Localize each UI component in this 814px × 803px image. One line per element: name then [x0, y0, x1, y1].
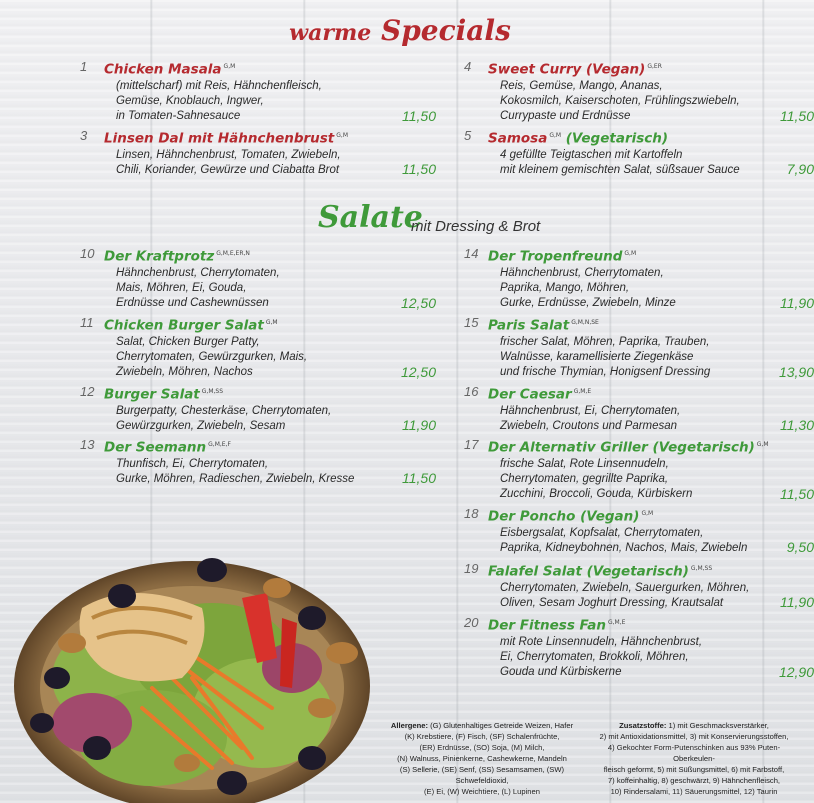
- item-desc-line: Kokosmilch, Kaiserschoten, Frühlingszwiebeln,: [500, 94, 740, 107]
- menu-item-1: [80, 58, 436, 124]
- menu-item-18: [464, 505, 814, 555]
- salate-subheading: mit Dressing & Brot: [411, 218, 541, 235]
- item-desc-line: Erdnüsse und Cashewnüssen: [116, 296, 269, 309]
- item-desc-line: Ei, Cherrytomaten, Brokkoli, Möhren,: [500, 650, 689, 663]
- item-desc-line: Gurke, Möhren, Radieschen, Zwiebeln, Kresse: [116, 472, 355, 485]
- item-number: 20: [464, 615, 479, 630]
- allergen-tag: G,M,SS: [690, 565, 713, 572]
- item-number: 17: [464, 437, 479, 452]
- item-name: Der Fitness Fan: [488, 617, 606, 634]
- allergen-legend-line: (E) Ei, (W) Weichtiere, (L) Lupinen: [424, 787, 540, 796]
- menu-item-20: [464, 614, 814, 680]
- item-name: Paris Salat: [488, 317, 570, 334]
- item-desc-line: Gouda und Kürbiskerne: [500, 665, 622, 678]
- item-price: 9,50: [786, 539, 814, 555]
- item-name: Sweet Curry (Vegan): [488, 61, 646, 78]
- allergen-tag: G,M,N,SE: [571, 319, 599, 326]
- item-price: 7,90: [786, 161, 814, 177]
- additives-legend-line: 7) koffeinhaltig, 8) geschwärzt, 9) Hähnchenfleisch,: [607, 776, 781, 785]
- item-price: 12,50: [400, 295, 436, 311]
- item-number: 1: [80, 59, 88, 74]
- allergen-legend-line: (N) Walnuss, Pinienkerne, Cashewkerne, Mandeln: [397, 754, 567, 763]
- item-desc-line: und frische Thymian, Honigsenf Dressing: [500, 365, 711, 378]
- allergen-tag: G,M: [641, 510, 654, 517]
- item-number: 12: [80, 384, 95, 399]
- allergen-tag: G,M,E: [573, 388, 592, 395]
- item-desc-line: Gurke, Erdnüsse, Zwiebeln, Minze: [500, 296, 676, 309]
- item-name: Der Caesar: [488, 386, 572, 403]
- salate-heading: Salate: [318, 200, 423, 235]
- item-desc-line: Reis, Gemüse, Mango, Ananas,: [500, 79, 663, 92]
- item-price: 12,50: [400, 364, 436, 380]
- allergen-tag: G,M,E,ER,N: [216, 250, 250, 257]
- item-number: 14: [464, 246, 479, 261]
- item-desc-line: Paprika, Mango, Möhren,: [500, 281, 630, 294]
- menu-item-4: [464, 58, 814, 124]
- allergen-legend-line: (K) Krebstiere, (F) Fisch, (SF) Schalenfrüchte,: [404, 732, 560, 741]
- item-desc-line: Hähnchenbrust, Ei, Cherrytomaten,: [500, 404, 681, 417]
- menu-item-5: [464, 127, 814, 177]
- allergen-tag: G,M: [336, 132, 348, 139]
- item-number: 18: [464, 506, 479, 521]
- additives-legend-line: 10) Rindersalami, 11) Säuerungsmittel, 12) Taurin: [610, 787, 778, 796]
- item-name: Falafel Salat (Vegetarisch): [488, 563, 689, 580]
- additives-legend: [588, 720, 800, 797]
- salad-plate-image: [12, 548, 364, 803]
- menu-item-10: [80, 245, 436, 311]
- allergen-tag: G,M: [624, 250, 637, 257]
- item-desc-line: Salat, Chicken Burger Patty,: [116, 335, 260, 348]
- menu-item-12: [80, 383, 436, 433]
- additives-legend-title: Zusatzstoffe:: [619, 721, 667, 730]
- item-desc-line: (mittelscharf) mit Reis, Hähnchenfleisch,: [116, 79, 322, 92]
- item-price: 13,90: [778, 364, 814, 380]
- allergen-tag: G,M,SS: [201, 388, 224, 395]
- item-price: 11,50: [402, 161, 436, 177]
- item-price: 11,90: [780, 594, 814, 610]
- item-desc-line: Thunfisch, Ei, Cherrytomaten,: [116, 457, 269, 470]
- menu-item-3: [80, 127, 436, 177]
- allergen-tag: G,ER: [647, 63, 662, 70]
- item-desc-line: Hähnchenbrust, Cherrytomaten,: [116, 266, 280, 279]
- item-price: 11,50: [780, 108, 814, 124]
- allergen-legend-line: (S) Sellerie, (SE) Senf, (SS) Sesamsamen, (SW) Schwefeldioxid,: [399, 765, 565, 785]
- menu-item-13: [80, 436, 436, 486]
- item-desc-line: Chili, Koriander, Gewürze und Ciabatta Brot: [116, 163, 340, 176]
- additives-legend-line: 4) Gekochter Form-Putenschinken aus 93% Puten-Oberkeulen-: [607, 743, 781, 763]
- item-number: 13: [80, 437, 95, 452]
- item-number: 5: [464, 128, 472, 143]
- item-price: 11,90: [402, 417, 436, 433]
- allergen-legend-title: Allergene:: [390, 721, 429, 730]
- specials-heading: [0, 14, 800, 47]
- menu-item-11: [80, 314, 436, 380]
- item-desc-line: Zwiebeln, Croutons und Parmesan: [500, 419, 678, 432]
- item-number: 16: [464, 384, 479, 399]
- item-desc-line: Mais, Möhren, Ei, Gouda,: [116, 281, 247, 294]
- item-number: 3: [80, 128, 88, 143]
- item-desc-line: Cherrytomaten, Zwiebeln, Sauergurken, Möhren,: [500, 581, 750, 594]
- item-name: Samosa: [488, 130, 548, 147]
- item-number: 15: [464, 315, 479, 330]
- item-price: 11,50: [402, 108, 436, 124]
- item-desc-line: Cherrytomaten, gegrillte Paprika,: [500, 472, 669, 485]
- item-name: Linsen Dal mit Hähnchenbrust: [104, 130, 335, 147]
- item-name: Chicken Burger Salat: [104, 317, 264, 334]
- additives-legend-line: 2) mit Antioxidationsmittel, 3) mit Konservierungsstoffen,: [599, 732, 789, 741]
- menu-item-14: [464, 245, 814, 311]
- item-price: 12,90: [778, 664, 814, 680]
- item-desc-line: 4 gefüllte Teigtaschen mit Kartoffeln: [500, 148, 683, 161]
- item-name: Der Seemann: [104, 439, 207, 456]
- additives-legend-line: fleisch geformt, 5) mit Süßungsmittel, 6) mit Farbstoff,: [603, 765, 785, 774]
- item-desc-line: Linsen, Hähnchenbrust, Tomaten, Zwiebeln,: [116, 148, 341, 161]
- menu-item-19: [464, 560, 814, 610]
- specials-heading-small: warme: [289, 20, 372, 46]
- allergen-tag: G,M,E: [607, 619, 626, 626]
- item-desc-line: mit Rote Linsennudeln, Hähnchenbrust,: [500, 635, 703, 648]
- allergen-tag: G,M: [756, 441, 769, 448]
- item-desc-line: Paprika, Kidneybohnen, Nachos, Mais, Zwiebeln: [500, 541, 748, 554]
- item-name: Der Alternativ Griller (Vegetarisch): [488, 439, 755, 456]
- item-desc-line: Gewürzgurken, Zwiebeln, Sesam: [116, 419, 286, 432]
- allergen-tag: G,M: [265, 319, 278, 326]
- allergen-legend: [375, 720, 589, 797]
- item-desc-line: Hähnchenbrust, Cherrytomaten,: [500, 266, 664, 279]
- allergen-tag: G,M: [223, 63, 236, 70]
- item-desc-line: Burgerpatty, Chesterkäse, Cherrytomaten,: [116, 404, 332, 417]
- item-number: 11: [80, 315, 94, 330]
- additives-legend-line: 1) mit Geschmacksverstärker,: [668, 721, 769, 730]
- item-desc-line: Eisbergsalat, Kopfsalat, Cherrytomaten,: [500, 526, 704, 539]
- item-price: 11,50: [402, 470, 436, 486]
- item-name: Der Kraftprotz: [104, 248, 215, 265]
- item-desc-line: Zwiebeln, Möhren, Nachos: [116, 365, 253, 378]
- item-desc-line: Cherrytomaten, Gewürzgurken, Mais,: [116, 350, 308, 363]
- item-price: 11,30: [780, 417, 814, 433]
- item-desc-line: Zucchini, Broccoli, Gouda, Kürbiskern: [500, 487, 693, 500]
- item-name: Burger Salat: [104, 386, 200, 403]
- allergen-tag: G,M: [549, 132, 562, 139]
- item-number: 19: [464, 561, 479, 576]
- menu-item-16: [464, 383, 814, 433]
- item-desc-line: in Tomaten-Sahnesauce: [116, 109, 241, 122]
- item-name-suffix: (Vegetarisch): [565, 130, 669, 147]
- item-name: Der Poncho (Vegan): [488, 508, 640, 525]
- allergen-legend-line: (ER) Erdnüsse, (SO) Soja, (M) Milch,: [419, 743, 545, 752]
- menu-item-17: [464, 436, 814, 502]
- menu-item-15: [464, 314, 814, 380]
- allergen-legend-line: (G) Glutenhaltiges Getreide Weizen, Hafer: [430, 721, 574, 730]
- item-desc-line: Currypaste und Erdnüsse: [500, 109, 631, 122]
- allergen-tag: G,M,E,F: [208, 441, 231, 448]
- item-desc-line: mit kleinem gemischten Salat, süßsauer Sauce: [500, 163, 740, 176]
- item-price: 11,50: [780, 486, 814, 502]
- item-name: Der Tropenfreund: [488, 248, 623, 265]
- item-desc-line: frischer Salat, Möhren, Paprika, Trauben,: [500, 335, 710, 348]
- item-price: 11,90: [780, 295, 814, 311]
- item-desc-line: Oliven, Sesam Joghurt Dressing, Krautsalat: [500, 596, 724, 609]
- item-desc-line: Gemüse, Knoblauch, Ingwer,: [116, 94, 264, 107]
- item-desc-line: Walnüsse, karamellisierte Ziegenkäse: [500, 350, 694, 363]
- item-desc-line: frische Salat, Rote Linsennudeln,: [500, 457, 669, 470]
- item-name: Chicken Masala: [104, 61, 222, 78]
- specials-heading-big: Specials: [380, 14, 511, 47]
- item-number: 4: [464, 59, 472, 74]
- item-number: 10: [80, 246, 95, 261]
